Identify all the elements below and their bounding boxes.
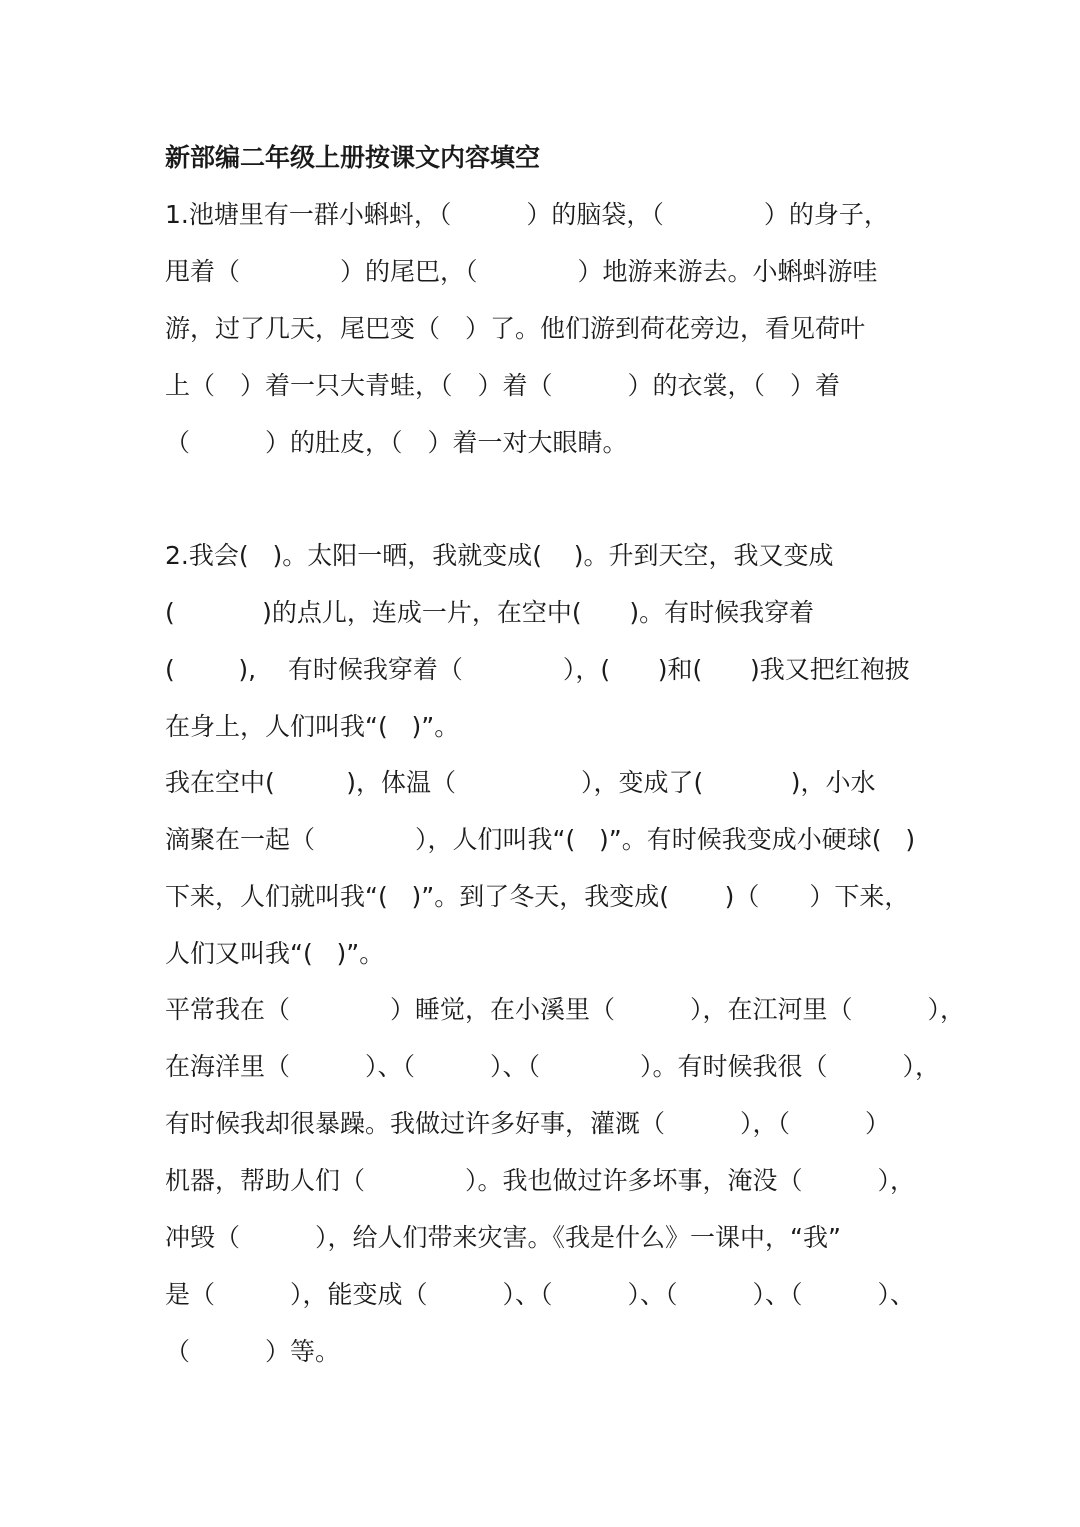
q2-para2-line-4: 人们又叫我“( )”。: [165, 939, 385, 968]
q1-line-3: 游，过了几天，尾巴变（ ）了。他们游到荷花旁边，看见荷叶: [165, 314, 866, 343]
q2-para3-line-4: 机器，帮助人们（ ）。我也做过许多坏事，淹没（ ），: [165, 1166, 916, 1195]
q1-line-5: （ ）的肚皮，（ ）着一对大眼睛。: [165, 428, 628, 457]
q2-para3-line-1: 平常我在（ ）睡觉，在小溪里（ ），在江河里（ ），: [165, 995, 966, 1024]
q2-para2-line-2: 滴聚在一起（ ），人们叫我“( )”。有时候我变成小硬球( ): [165, 825, 916, 854]
worksheet-title: 新部编二年级上册按课文内容填空: [165, 143, 541, 172]
q2-line-4: 在身上，人们叫我“( )”。: [165, 712, 460, 741]
q2-para2-line-1: 我在空中( )，体温（ ），变成了( )，小水: [165, 768, 876, 797]
q2-para3-line-5: 冲毁（ ），给人们带来灾害。《我是什么》一课中，“我”: [165, 1223, 841, 1252]
q2-para3-line-6: 是（ ），能变成（ ）、（ ）、（ ）、（ ）、: [165, 1280, 916, 1309]
q2-line-2: ( )的点儿，连成一片，在空中( )。有时候我穿着: [165, 598, 815, 627]
q2-para2-line-3: 下来，人们就叫我“( )”。到了冬天，我变成( )（ ）下来，: [165, 882, 910, 911]
q2-para3-line-7: （ ）等。: [165, 1337, 341, 1366]
q1-line-2: 甩着（ ）的尾巴，（ ）地游来游去。小蝌蚪游哇: [165, 257, 878, 286]
q1-line-1: 1.池塘里有一群小蝌蚪，（ ）的脑袋，（ ）的身子，: [165, 200, 889, 229]
q2-para3-line-3: 有时候我却很暴躁。我做过许多好事，灌溉（ ），（ ）: [165, 1109, 891, 1138]
q2-para3-line-2: 在海洋里（ ）、（ ）、（ ）。有时候我很（ ），: [165, 1052, 941, 1081]
q2-line-3: ( ), 有时候我穿着（ ），( )和( )我又把红袍披: [165, 655, 910, 684]
q2-line-1: 2.我会( )。太阳一晒，我就变成( )。升到天空，我又变成: [165, 541, 834, 570]
q1-line-4: 上（ ）着一只大青蛙，（ ）着（ ）的衣裳，（ ）着: [165, 371, 841, 400]
